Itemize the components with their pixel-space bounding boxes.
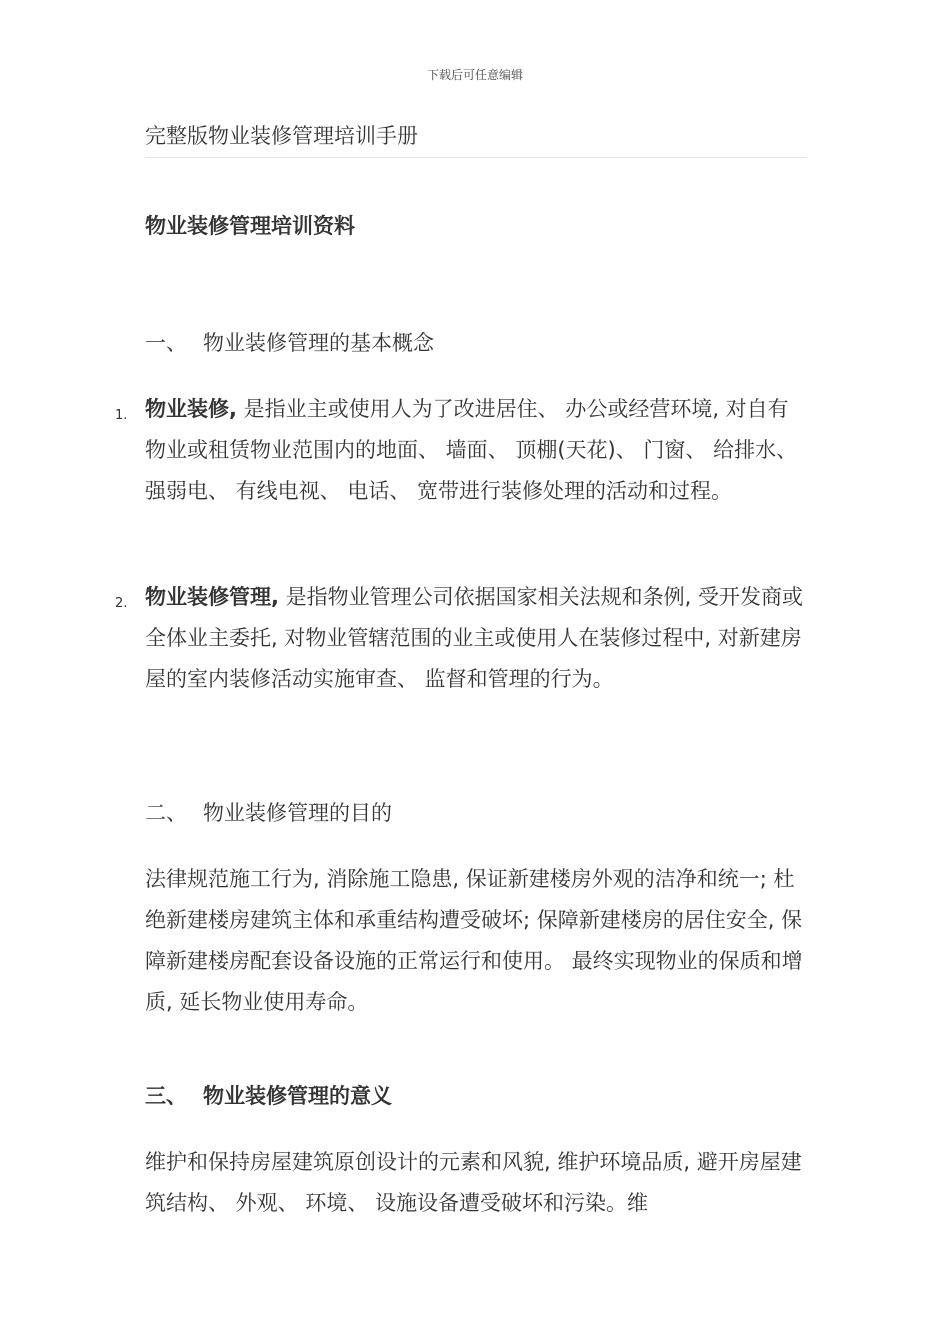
section-heading-2 <box>145 797 392 829</box>
definition-text: 是指业主或使用人为了改进居住、 办公或经营环境, 对自有物业或租赁物业范围内的地面、 墙面、 顶棚(天花)、 门窗、 给排水、 强弱电、 有线电视、 电话、 宽带进行装修处理的活动和过程。 <box>145 397 798 503</box>
section-title: 物业装修管理的目的 <box>203 801 392 825</box>
definition-text: 是指物业管理公司依据国家相关法规和条例, 受开发商或全体业主委托, 对物业管辖范围的业主或使用人在装修过程中, 对新建房屋的室内装修活动实施审查、 监督和管理的行为。 <box>145 585 804 691</box>
definition-term: 物业装修, <box>145 397 237 421</box>
section-heading-1 <box>145 327 434 359</box>
list-marker: 2. <box>115 596 128 611</box>
section-title: 物业装修管理的意义 <box>203 1084 392 1108</box>
section-number: 二、 <box>145 801 187 825</box>
section-number: 一、 <box>145 331 187 355</box>
section-number: 三、 <box>145 1084 187 1108</box>
section-heading-3 <box>145 1080 392 1112</box>
header-note: 下载后可任意编辑 <box>426 68 523 82</box>
definition-item-1 <box>115 389 807 512</box>
section-title: 物业装修管理的基本概念 <box>203 331 434 355</box>
purpose-paragraph: 法律规范施工行为, 消除施工隐患, 保证新建楼房外观的洁净和统一; 杜绝新建楼房建筑主体和承重结构遭受破坏; 保障新建楼房的居住安全, 保障新建楼房配套设备设施的正常运行和使用。 最终实现物业的保质和增质, 延长物业使用寿命。 <box>145 867 803 1014</box>
significance-paragraph: 维护和保持房屋建筑原创设计的元素和风貌, 维护环境品质, 避开房屋建筑结构、 外观、 环境、 设施设备遭受破坏和污染。维 <box>145 1150 802 1215</box>
list-marker: 1. <box>115 408 128 423</box>
document-subtitle: 物业装修管理培训资料 <box>145 214 355 238</box>
definition-item-2 <box>115 577 807 700</box>
document-title: 完整版物业装修管理培训手册 <box>145 120 807 158</box>
definition-term: 物业装修管理, <box>145 585 279 609</box>
